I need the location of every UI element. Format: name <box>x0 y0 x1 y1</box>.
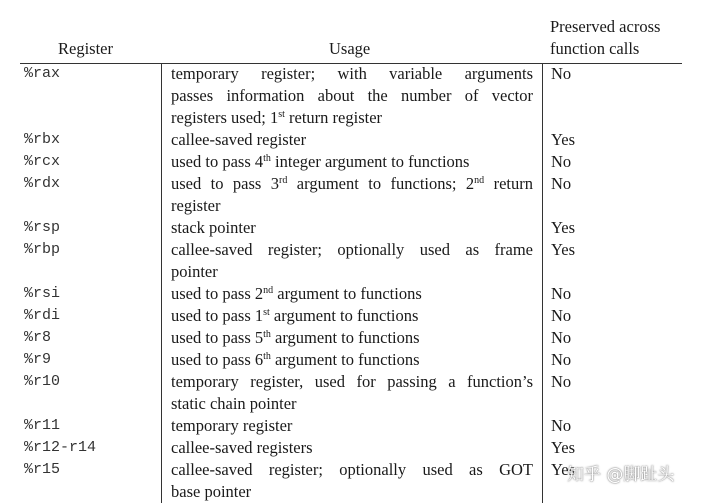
usage-line <box>171 393 533 415</box>
header-preserved-line2: function calls <box>550 39 640 58</box>
usage-line <box>171 327 533 349</box>
ordinal-suffix: nd <box>263 285 274 296</box>
usage-text: temporary register; with variable arguments <box>171 64 533 83</box>
register-usage <box>171 217 533 239</box>
usage-text: argument to functions; 2 <box>287 174 475 193</box>
usage-line <box>171 305 533 327</box>
header-usage: Usage <box>329 39 371 58</box>
register-name: %rax <box>24 65 61 82</box>
usage-text: callee-saved register <box>171 130 307 149</box>
usage-line <box>171 239 533 261</box>
usage-text: stack pointer <box>171 218 256 237</box>
preserved-value: No <box>551 152 572 171</box>
preserved-value: No <box>551 174 572 193</box>
usage-line <box>171 261 533 283</box>
usage-line <box>171 371 533 393</box>
register-name: %rbx <box>24 131 61 148</box>
usage-text: used to pass 3 <box>171 174 280 193</box>
usage-text: temporary register <box>171 416 293 435</box>
preserved-value: No <box>551 372 572 391</box>
usage-line <box>171 481 533 503</box>
ordinal-suffix: st <box>263 307 270 318</box>
usage-text: argument to functions <box>273 284 422 303</box>
preserved-value: No <box>551 284 572 303</box>
usage-text: used to pass 4 <box>171 152 264 171</box>
preserved-value: Yes <box>551 240 576 259</box>
preserved-value: No <box>551 306 572 325</box>
usage-text: register <box>171 196 221 215</box>
register-name: %r15 <box>24 461 61 478</box>
preserved-value: No <box>551 350 572 369</box>
usage-line <box>171 63 533 85</box>
register-usage <box>171 239 533 283</box>
usage-text: argument to functions <box>270 350 420 369</box>
register-name: %rsi <box>24 285 61 302</box>
preserved-value: No <box>551 416 572 435</box>
usage-text: passes information about the number of vector <box>171 86 533 105</box>
register-usage <box>171 283 533 305</box>
usage-text: integer argument to functions <box>270 152 470 171</box>
preserved-value: No <box>551 328 572 347</box>
usage-text: argument to functions <box>269 306 419 325</box>
preserved-value: Yes <box>551 460 576 479</box>
preserved-value: Yes <box>551 438 576 457</box>
register-usage <box>171 415 533 437</box>
register-name: %rsp <box>24 219 61 236</box>
usage-line <box>171 349 533 371</box>
usage-text: return <box>484 174 533 193</box>
ordinal-suffix: nd <box>474 175 485 186</box>
register-name: %rdi <box>24 307 61 324</box>
register-name: %r11 <box>24 417 61 434</box>
register-usage <box>171 437 533 459</box>
register-name: %r9 <box>24 351 52 368</box>
usage-text: pointer <box>171 262 218 281</box>
usage-line <box>171 415 533 437</box>
usage-text: static chain pointer <box>171 394 297 413</box>
header-preserved-line1: Preserved across <box>550 17 661 36</box>
register-name: %rbp <box>24 241 61 258</box>
header-register: Register <box>58 39 113 58</box>
register-usage <box>171 173 533 217</box>
register-usage <box>171 63 533 129</box>
usage-text: return register <box>284 108 383 127</box>
column-divider-register-usage <box>161 64 162 503</box>
usage-line <box>171 85 533 107</box>
usage-text: used to pass 6 <box>171 350 264 369</box>
usage-text: registers used; 1 <box>171 108 279 127</box>
usage-line <box>171 217 533 239</box>
register-name: %r8 <box>24 329 52 346</box>
usage-line <box>171 195 533 217</box>
register-name: %rcx <box>24 153 61 170</box>
usage-line <box>171 107 533 129</box>
register-usage <box>171 459 533 503</box>
usage-line <box>171 129 533 151</box>
ordinal-suffix: th <box>263 329 271 340</box>
preserved-value: Yes <box>551 218 576 237</box>
usage-text: argument to functions <box>270 328 420 347</box>
watermark: 知乎 @脚趾头 <box>567 465 675 485</box>
ordinal-suffix: st <box>278 109 285 120</box>
usage-line <box>171 151 533 173</box>
usage-text: callee-saved register; optionally used as frame <box>171 240 533 259</box>
register-usage <box>171 305 533 327</box>
usage-text: used to pass 2 <box>171 284 264 303</box>
register-name: %r10 <box>24 373 61 390</box>
preserved-value: No <box>551 64 572 83</box>
register-usage <box>171 349 533 371</box>
usage-text: callee-saved register; optionally used as GOT <box>171 460 533 479</box>
register-name: %rdx <box>24 175 61 192</box>
register-usage <box>171 151 533 173</box>
usage-line <box>171 173 533 195</box>
usage-text: used to pass 1 <box>171 306 264 325</box>
usage-text: temporary register, used for passing a function’s <box>171 372 533 391</box>
usage-line <box>171 437 533 459</box>
usage-text: base pointer <box>171 482 252 501</box>
usage-line <box>171 283 533 305</box>
register-usage <box>171 371 533 415</box>
register-usage <box>171 327 533 349</box>
usage-text: used to pass 5 <box>171 328 264 347</box>
ordinal-suffix: rd <box>279 175 288 186</box>
header-preserved <box>550 16 690 60</box>
column-divider-usage-preserved <box>542 64 543 503</box>
usage-text: callee-saved registers <box>171 438 313 457</box>
ordinal-suffix: th <box>263 153 271 164</box>
preserved-value: Yes <box>551 130 576 149</box>
register-name: %r12-r14 <box>24 439 97 456</box>
register-usage <box>171 129 533 151</box>
usage-line <box>171 459 533 481</box>
ordinal-suffix: th <box>263 351 271 362</box>
